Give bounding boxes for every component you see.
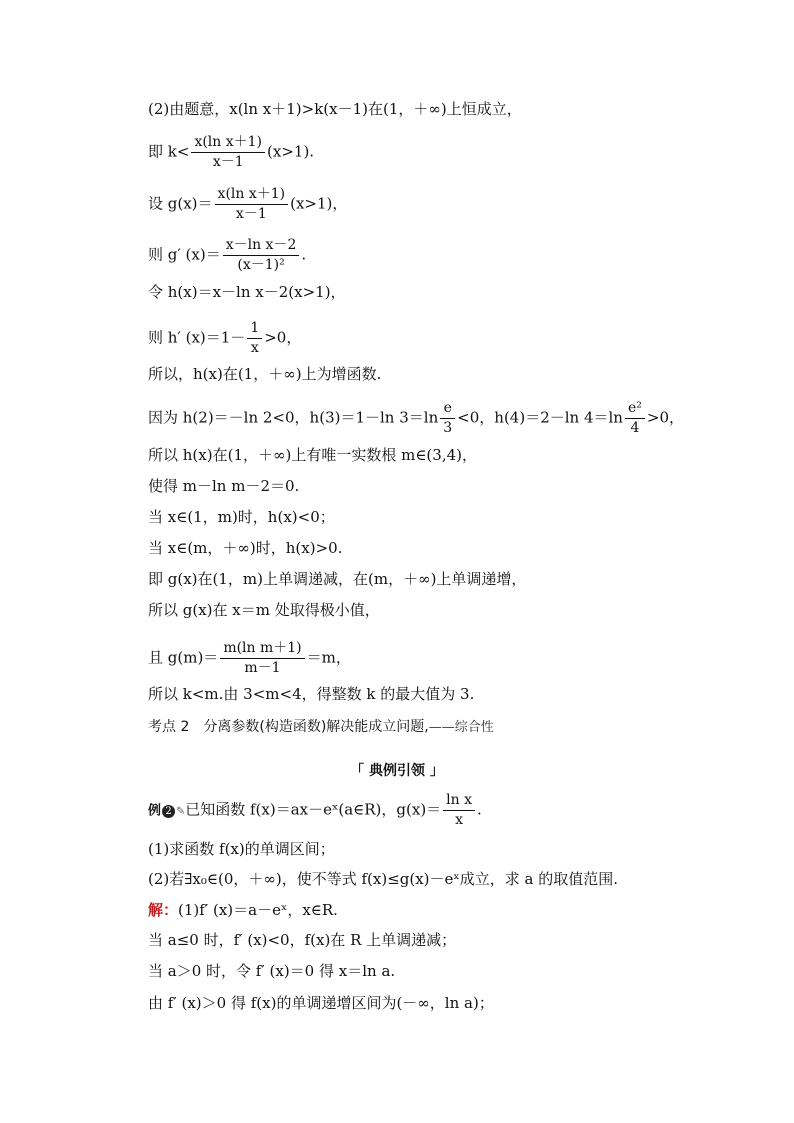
text-line: 即 g(x)在(1，m)上单调递减，在(m，＋∞)上单调递增， <box>148 570 527 588</box>
numerator: e <box>440 400 455 419</box>
solution-line: 当 a≤0 时，f′ (x)<0，f(x)在 R 上单调递减； <box>148 931 457 949</box>
text-line: 所以 h(x)在(1，＋∞)上有唯一实数根 m∈(3,4)， <box>148 446 477 464</box>
text: (1)f′ (x)＝a－eˣ，x∈R. <box>178 901 338 919</box>
text-line-with-fraction <box>148 320 754 357</box>
section-bracket-heading: 「 典例引领 」 <box>350 763 444 779</box>
section-title <box>148 716 754 738</box>
numerator: 1 <box>247 320 262 339</box>
text: 则 g′ (x)＝ <box>148 245 221 264</box>
fraction <box>215 186 289 223</box>
text: 即 k< <box>148 142 190 161</box>
pen-icon: ✎ <box>176 804 186 818</box>
text: (x>1). <box>267 142 315 161</box>
denominator: x－1 <box>235 206 267 222</box>
solution-line <box>148 900 754 920</box>
text: 已知函数 f(x)＝ax－eˣ(a∈R)，g(x)＝ <box>185 800 442 819</box>
fraction <box>223 237 300 274</box>
fraction <box>220 640 304 677</box>
text: 且 g(m)＝ <box>148 648 219 667</box>
fraction <box>247 320 262 357</box>
solution-line: 由 f′ (x)＞0 得 f(x)的单调递增区间为(－∞，ln a)； <box>148 994 494 1012</box>
text: 设 g(x)＝ <box>148 194 213 213</box>
denominator: x <box>455 812 464 828</box>
text-line: (2)由题意，x(ln x＋1)>k(x－1)在(1，＋∞)上恒成立， <box>148 100 522 118</box>
text-line-with-fraction <box>148 186 754 223</box>
section-title-text: 考点 2 分离参数(构造函数)解决能成立问题, <box>148 719 429 735</box>
numerator: e² <box>625 400 645 419</box>
text-line-with-fraction <box>148 640 754 677</box>
solution-line: 当 a＞0 时，令 f′ (x)＝0 得 x＝ln a. <box>148 962 396 980</box>
denominator: 4 <box>630 420 640 436</box>
denominator: (x－1)² <box>237 257 285 273</box>
text: >0， <box>264 328 302 347</box>
numerator: x－ln x－2 <box>223 237 300 256</box>
text: >0， <box>646 408 684 427</box>
text-line: 令 h(x)＝x－ln x－2(x>1)， <box>148 283 346 301</box>
text-line: 所以 k<m.由 3<m<4，得整数 k 的最大值为 3. <box>148 685 475 703</box>
numerator: ln x <box>443 792 475 811</box>
text: 则 h′ (x)＝1－ <box>148 328 246 347</box>
text-line-with-fraction <box>148 237 754 274</box>
text-line: 当 x∈(1，m)时，h(x)<0； <box>148 508 335 526</box>
fraction <box>443 792 475 829</box>
denominator: m－1 <box>244 660 281 676</box>
example-label: 例 <box>148 803 162 819</box>
section-tag: ——综合性 <box>428 720 494 735</box>
numerator: x(ln x＋1) <box>191 134 265 153</box>
text: . <box>477 800 482 819</box>
text-line-with-fractions <box>148 400 754 437</box>
text-line: 所以，h(x)在(1，＋∞)上为增函数. <box>148 365 382 383</box>
text-line-with-fraction <box>148 134 754 171</box>
denominator: x－1 <box>212 154 244 170</box>
example-number-badge: 2 <box>162 805 175 818</box>
fraction <box>191 134 265 171</box>
text: ＝m， <box>306 648 351 667</box>
text-line: 当 x∈(m，＋∞)时，h(x)>0. <box>148 539 343 557</box>
denominator: 3 <box>443 420 453 436</box>
denominator: x <box>250 340 259 356</box>
solution-label: 解： <box>148 901 179 919</box>
example-line <box>148 792 754 829</box>
text: (x>1)， <box>290 194 348 213</box>
text: <0，h(4)＝2－ln 4＝ln <box>457 408 623 427</box>
fraction <box>625 400 645 437</box>
fraction <box>440 400 455 437</box>
numerator: x(ln x＋1) <box>215 186 289 205</box>
question-line: (2)若∃x₀∈(0，＋∞)，使不等式 f(x)≤g(x)－eˣ成立，求 a 的取值范围. <box>148 870 619 888</box>
text-line: 所以 g(x)在 x＝m 处取得极小值， <box>148 601 380 619</box>
question-line: (1)求函数 f(x)的单调区间； <box>148 840 335 858</box>
text-line: 使得 m－ln m－2＝0. <box>148 477 300 495</box>
text: 因为 h(2)＝－ln 2<0，h(3)＝1－ln 3＝ln <box>148 408 439 427</box>
numerator: m(ln m＋1) <box>220 640 304 659</box>
text: . <box>301 245 307 264</box>
